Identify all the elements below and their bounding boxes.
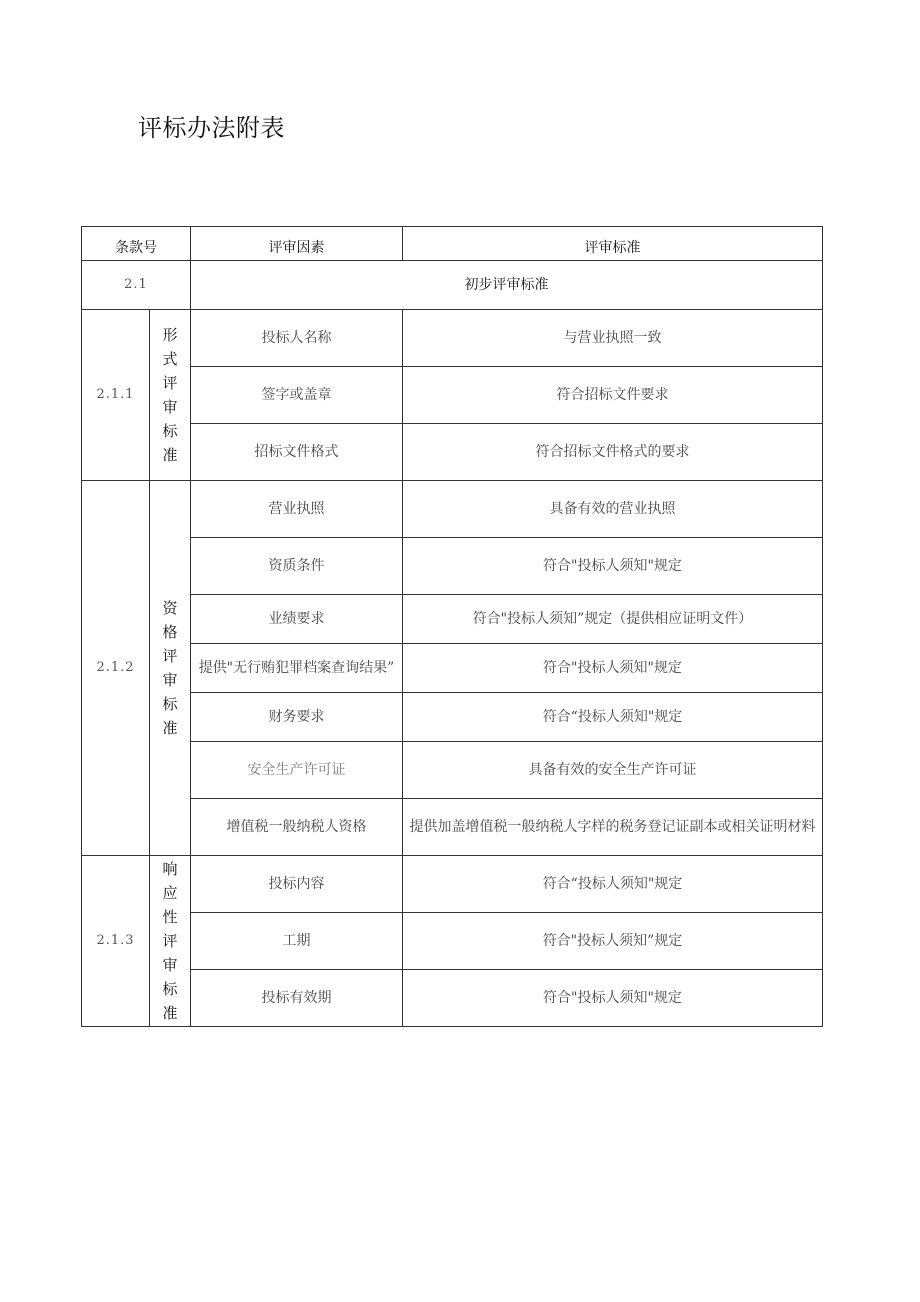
group-number: 2.1.1 <box>82 310 150 481</box>
review-factor: 营业执照 <box>191 481 403 538</box>
review-factor: 签字或盖章 <box>191 367 403 424</box>
review-factor: 财务要求 <box>191 693 403 742</box>
review-factor: 提供"无行贿犯罪档案查询结果” <box>191 644 403 693</box>
review-standard: 符合"投标人须知”规定（提供相应证明文件） <box>403 595 823 644</box>
group-category-text: 形式评审标准 <box>162 326 178 464</box>
table-row <box>82 913 823 970</box>
review-standard: 符合"投标人须知"规定 <box>403 538 823 595</box>
section-number: 2.1 <box>82 261 191 310</box>
header-clause-number: 条款号 <box>82 227 191 261</box>
evaluation-table <box>81 226 823 1027</box>
group-category <box>150 856 191 1027</box>
review-standard: 符合"投标人须知"规定 <box>403 644 823 693</box>
review-factor: 投标人名称 <box>191 310 403 367</box>
review-factor: 投标有效期 <box>191 970 403 1027</box>
review-standard: 具备有效的安全生产许可证 <box>403 742 823 799</box>
group-number: 2.1.2 <box>82 481 150 856</box>
review-standard: 提供加盖增值税一般纳税人字样的税务登记证副本或相关证明材料 <box>403 799 823 856</box>
review-standard: 符合“投标人须知"规定 <box>403 693 823 742</box>
review-factor: 投标内容 <box>191 856 403 913</box>
table-row <box>82 856 823 913</box>
review-standard: 符合“投标人须知"规定 <box>403 856 823 913</box>
section-row <box>82 261 823 310</box>
review-standard: 具备有效的营业执照 <box>403 481 823 538</box>
header-review-factor: 评审因素 <box>191 227 403 261</box>
review-factor: 安全生产许可证 <box>191 742 403 799</box>
table-row <box>82 367 823 424</box>
review-standard: 符合招标文件要求 <box>403 367 823 424</box>
table-header-row <box>82 227 823 261</box>
review-standard: 符合"投标人须知"规定 <box>403 970 823 1027</box>
table-row <box>82 310 823 367</box>
review-factor: 业绩要求 <box>191 595 403 644</box>
header-review-standard: 评审标准 <box>403 227 823 261</box>
table-row <box>82 970 823 1027</box>
table-row <box>82 481 823 538</box>
review-standard: 符合"投标人须知”规定 <box>403 913 823 970</box>
table-row <box>82 799 823 856</box>
group-category <box>150 310 191 481</box>
review-factor: 工期 <box>191 913 403 970</box>
review-standard: 符合招标文件格式的要求 <box>403 424 823 481</box>
review-standard: 与营业执照一致 <box>403 310 823 367</box>
group-category <box>150 481 191 856</box>
page-title: 评标办法附表 <box>138 114 285 142</box>
table-row <box>82 693 823 742</box>
review-factor: 增值税一般纳税人资格 <box>191 799 403 856</box>
table-row <box>82 742 823 799</box>
group-category-text: 资格评审标准 <box>162 599 178 737</box>
table-row <box>82 595 823 644</box>
group-number: 2.1.3 <box>82 856 150 1027</box>
table-row <box>82 424 823 481</box>
table-row <box>82 644 823 693</box>
review-factor: 资质条件 <box>191 538 403 595</box>
table-row <box>82 538 823 595</box>
section-title: 初步评审标准 <box>191 261 823 310</box>
review-factor: 招标文件格式 <box>191 424 403 481</box>
group-category-text: 响应性评审标准 <box>162 860 178 1022</box>
